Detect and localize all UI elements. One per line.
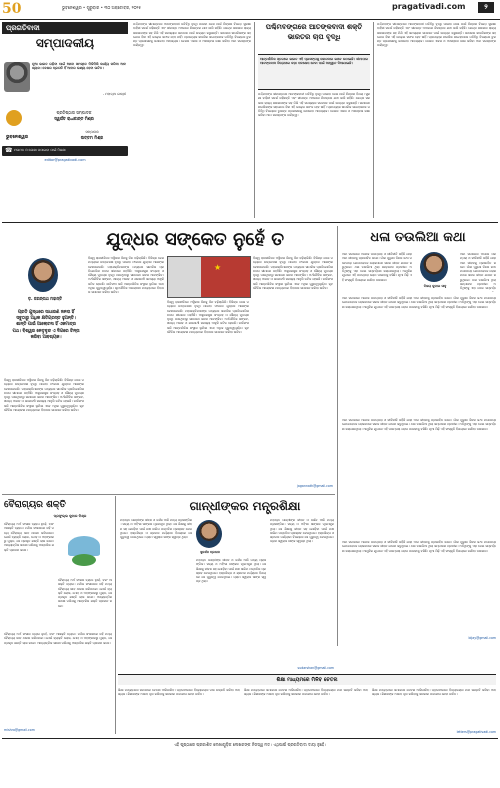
bottom-divider xyxy=(115,496,116,734)
bottom-center-headline: ଗାନ୍ଧୀଙ୍କର ମନ୍ତ୍ରଶିକ୍ଷା xyxy=(189,499,301,513)
editorial-headline-line1: ପଶ୍ଚିମବଙ୍ଗରେ ଆତଙ୍କବାଦୀ ଶକ୍ତି xyxy=(265,23,363,31)
col-divider-2 xyxy=(373,22,374,218)
masthead-rule xyxy=(0,19,500,20)
bottom-left-author: ପ୍ରଫୁଲ୍ଲ କୁମାର ମିଶ୍ର xyxy=(53,514,87,518)
feature-headline: ଯୁଦ୍ଧର ସଙ୍କେତ ନୁହେଁ ତ xyxy=(105,229,285,250)
column-right-headline: ଧଳା ତଉଲିଆ କଥା xyxy=(370,230,466,245)
letters-col-2: ଶିକ୍ଷା ମାଧ୍ୟମରେ ସମାଜରେ ଚେତନା ଆସିପାରିବ। ଗ୍ରାମାଞ୍ଚଳରେ ବିଦ୍ୟାଳୟର ମାନ ଉନ୍ନତି କରିବା ଆବଶ୍ୟକ। ଶିକ୍ଷକଙ୍କ ଅଭାବ ଦୂର କରିବାକୁ ସରକାର ପଦକ୍ଷେପ ନେବା ଉଚିତ। xyxy=(244,688,368,697)
anniversary-logo: 50 xyxy=(2,1,22,17)
editorial-col-2: ପଶ୍ଚିମବଙ୍ଗ ସୀମାନ୍ତରେ ଆତଙ୍କବାଦୀ ଗତିବିଧି ବୃଦ୍ଧି ପାଇବା ଦେଶ ପାଇଁ ଚିନ୍ତାର ବିଷୟ। ସୁରକ୍ଷା ବାହିନୀ ସତର୍କ ରହିଛନ୍ତି ଏବଂ ସୀମାନ୍ତ ଅଞ୍ଚଳରେ ନିରନ୍ତର ଯାଞ୍ଚ ଜାରି ରହିଛି। କେନ୍ଦ୍ର ସରକାର ରାଜ୍ୟ ସରକାରଙ୍କ ସହ ମିଶି ଏହି ସମସ୍ୟାର ସମାଧାନ ପାଇଁ ଉଦ୍ୟମ କରୁଛନ୍ତି। ସାଧାରଣ ନାଗରିକଙ୍କ ସହଯୋଗ ବିନା ଏହି ଲଢ଼େଇ ସଫଳ ହେବ ନାହିଁ। ପ୍ରତ୍ୟେକ ନାଗରିକ ସନ୍ଦେହଜନକ ଗତିବିଧି ବିଷୟରେ ତୁରନ୍ତ ପ୍ରଶାସନକୁ ଜଣାଇବା ଆବଶ୍ୟକ। ଦେଶର ଏକତା ଓ ଅଖଣ୍ଡତା ରକ୍ଷା କରିବା ଆମ ସମସ୍ତଙ୍କ ଦାୟିତ୍ୱ। xyxy=(258,92,370,118)
editorial-highlight xyxy=(258,54,370,90)
feature-col-4: ବିଶ୍ୱ ରାଜନୀତିରେ ଅସ୍ଥିରତା ଦିନକୁ ଦିନ ବଢ଼ିଚାଲିଛି। ବିଭିନ୍ନ ଦେଶ ମଧ୍ୟରେ ଉତ୍ତେଜନା ବୃଦ୍ଧି ପାଇବା ଫଳରେ ଯୁଦ୍ଧର ଆଶଙ୍କା ଦେଖାଦେଇଛି। ମହାଶକ୍ତିମାନଙ୍କ ମଧ୍ୟରେ ସାମରିକ ପ୍ରତିଯୋଗିତା ଚରମ ସୀମାରେ ପହଞ୍ଚିଛି। ଅସ୍ତ୍ରଶସ୍ତ୍ର ସଂଗ୍ରହ ଓ ସୈନ୍ୟ ମୁତୟନ ବୃଦ୍ଧି ପାଉଥିବାରୁ ସାଧାରଣ ଜନତା ଆତଙ୍କିତ। ଅର୍ଥନୈତିକ ସଙ୍କଟ, ଖାଦ୍ୟ ଅଭାବ ଓ ଶରଣାର୍ଥୀ ସମସ୍ୟା ଆହୁରି ଜଟିଳ ହେଉଛି। ଜାତିସଂଘ ଭଳି ଆନ୍ତର୍ଜାତିକ ସଂସ୍ଥାର ଭୂମିକା ଏବେ ଅଧିକ ଗୁରୁତ୍ୱପୂର୍ଣ୍ଣ। କୂଟନୈତିକ ଆଲୋଚନା ମାଧ୍ୟମରେ ବିବାଦର ସମାଧାନ କରିବା ଉଚିତ। xyxy=(253,256,333,291)
bottom-center-body-3: ମହାତ୍ମା ଗାନ୍ଧୀଙ୍କ ଜୀବନ ଓ ଦର୍ଶନ ଆଜି ମଧ୍ୟ ପ୍ରାସଙ୍ଗିକ। ସତ୍ୟ ଓ ଅହିଂସା ତାଙ୍କର ମୂଳମନ୍ତ୍ର ଥିଲା। ସେ ଶିକ୍ଷାକୁ ଜୀବନ ସହ ଯୋଡ଼ିବା ପାଇଁ ନଈ ତାଲିମ ପଦ୍ଧତିର ପ୍ରସ୍ତାବ ଦେଇଥିଲେ। ହସ୍ତଶିଳ୍ପ ଓ ଶ୍ରମର ମର୍ଯ୍ୟାଦା ବିଷୟରେ ସେ ଗୁରୁତ୍ୱ ଦେଇଥିଲେ। ଗ୍ରାମ ସ୍ୱରାଜ ତାଙ୍କ ସ୍ୱପ୍ନ ଥିଲା। xyxy=(270,518,334,544)
column-right-body-2: ଆମ ସମାଜରେ ଅନେକ ପରମ୍ପରା ଓ ରୀତିନୀତି ରହିଛି ଯାହା ଆମ ଜୀବନକୁ ପ୍ରଭାବିତ କରେ। ଗାଁର ପୁରୁଣା ଦିନର କଥା ମନେପଡ଼େ ଯେତେବେଳେ ଲୋକମାନେ ସରଳ ଜୀବନ ଯାପନ କରୁଥିଲେ। ଧଳା ତଉଲିଆ ଥିଲା ସମ୍ମାନର ପ୍ରତୀକ। ଅତିଥିଙ୍କୁ ଏହା ଦେଇ ସମ୍ବର୍ଦ୍ଧନା କରାଯାଉଥିଲା। ଆଧୁନିକ ଯୁଗରେ ଏହି ପରମ୍ପରା ଲୋପ ପାଇବାକୁ ବସିଛି। ନୂଆ ପିଢ଼ି ଏହି ସଂସ୍କୃତି ବିଷୟରେ ଜାଣିବା ଦରକାର। xyxy=(342,418,496,431)
founder-line: ପ୍ରତିଷ୍ଠାତା ସମ୍ପାଦକ xyxy=(56,110,92,115)
footer-text: ଏହି ପୃଷ୍ଠାରେ ପ୍ରକାଶିତ ଲେଖାଗୁଡ଼ିକ ଲେଖକଙ୍କ ନିଜସ୍ୱ ମତ। ଏଥିପାଇଁ ପ୍ରଗତିବାଦୀ ଦାୟୀ ନୁହେଁ। xyxy=(174,742,326,747)
leaf-icon xyxy=(72,554,96,566)
column-right-intro-2: ଆମ ସମାଜରେ ଅନେକ ପରମ୍ପରା ଓ ରୀତିନୀତି ରହିଛି ଯାହା ଆମ ଜୀବନକୁ ପ୍ରଭାବିତ କରେ। ଗାଁର ପୁରୁଣା ଦିନର କଥା ମନେପଡ଼େ ଯେତେବେଳେ ଲୋକମାନେ ସରଳ ଜୀବନ ଯାପନ କରୁଥିଲେ। ଧଳା ତଉଲିଆ ଥିଲା ସମ୍ମାନର ପ୍ରତୀକ। ଅତିଥିଙ୍କୁ ଏହା ଦେଇ ସମ୍ବର୍ଦ୍ଧ xyxy=(460,252,496,291)
right-col-divider xyxy=(337,226,338,646)
masthead xyxy=(0,0,500,18)
bottom-center-body-1: ମହାତ୍ମା ଗାନ୍ଧୀଙ୍କ ଜୀବନ ଓ ଦର୍ଶନ ଆଜି ମଧ୍ୟ ପ୍ରାସଙ୍ଗିକ। ସତ୍ୟ ଓ ଅହିଂସା ତାଙ୍କର ମୂଳମନ୍ତ୍ର ଥିଲା। ସେ ଶିକ୍ଷାକୁ ଜୀବନ ସହ ଯୋଡ଼ିବା ପାଇଁ ନଈ ତାଲିମ ପଦ୍ଧତିର ପ୍ରସ୍ତାବ ଦେଇଥିଲେ। ହସ୍ତଶିଳ୍ପ ଓ ଶ୍ରମର ମର୍ଯ୍ୟାଦା ବିଷୟରେ ସେ ଗୁରୁତ୍ୱ ଦେଇଥିଲେ। ଗ୍ରାମ ସ୍ୱରାଜ ତାଙ୍କ ସ୍ୱପ୍ନ ଥିଲା। xyxy=(120,518,192,540)
col-divider xyxy=(254,22,255,218)
column-right-author-photo xyxy=(420,252,448,282)
letters-headline: ଶିକ୍ଷା ମାଧ୍ୟମରେ ମିଳିବ ଚେତନା xyxy=(276,677,338,683)
bottom-center-author-photo xyxy=(196,520,222,548)
sidebar xyxy=(2,22,128,220)
editorial-headline xyxy=(258,22,370,52)
editorial-col-1: ପଶ୍ଚିମବଙ୍ଗ ସୀମାନ୍ତରେ ଆତଙ୍କବାଦୀ ଗତିବିଧି ବୃଦ୍ଧି ପାଇବା ଦେଶ ପାଇଁ ଚିନ୍ତାର ବିଷୟ। ସୁରକ୍ଷା ବାହିନୀ ସତର୍କ ରହିଛନ୍ତି ଏବଂ ସୀମାନ୍ତ ଅଞ୍ଚଳରେ ନିରନ୍ତର ଯାଞ୍ଚ ଜାରି ରହିଛି। କେନ୍ଦ୍ର ସରକାର ରାଜ୍ୟ ସରକାରଙ୍କ ସହ ମିଶି ଏହି ସମସ୍ୟାର ସମାଧାନ ପାଇଁ ଉଦ୍ୟମ କରୁଛନ୍ତି। ସାଧାରଣ ନାଗରିକଙ୍କ ସହଯୋଗ ବିନା ଏହି ଲଢ଼େଇ ସଫଳ ହେବ ନାହିଁ। ପ୍ରତ୍ୟେକ ନାଗରିକ ସନ୍ଦେହଜନକ ଗତିବିଧି ବିଷୟରେ ତୁରନ୍ତ ପ୍ରଶାସନକୁ ଜଣାଇବା ଆବଶ୍ୟକ। ଦେଶର ଏକତା ଓ ଅଖଣ୍ଡତା ରକ୍ଷା କରିବା ଆମ ସମସ୍ତଙ୍କ ଦାୟିତ୍ୱ। xyxy=(133,22,251,48)
page-number: ୨ xyxy=(478,2,494,13)
editorial-headline-line2: ଭାରତର ଚାପ ବୃଦ୍ଧି xyxy=(287,33,341,41)
bottom-left-body-1: ବୈରାଗ୍ୟ ଅର୍ଥ ସଂସାର ତ୍ୟାଗ ନୁହେଁ, ବରଂ ଆସକ୍ତି ତ୍ୟାଗ। ମଣିଷ ସଂସାରରେ ରହି ମଧ୍ୟ ବୈରାଗ୍ୟ ଭାବ ଧାରଣ କରିପାରେ। ଯେଉଁ ବ୍ୟକ୍ତି ଲୋଭ, ମୋହ ଓ ଅହଙ୍କାରରୁ ମୁକ୍ତ, ସେ ପ୍ରକୃତ ଶାନ୍ତି ଲାଭ କରେ। ଆଧ୍ୟାତ୍ମିକ ସାଧନା ମଣିଷକୁ ଆନ୍ତରିକ ଶକ୍ତି ପ୍ରଦାନ କରେ। xyxy=(4,522,54,552)
sidebar-brand: ପ୍ରଗତିବାଦୀ xyxy=(2,22,128,34)
editorial-highlight-text: ଆନ୍ତର୍ଜାତିକ ସ୍ତରରେ ଭାରତ ଏହି ପ୍ରସଙ୍ଗକୁ ଜୋରଦାର ଭାବେ ଉଠାଇଛି। ସୀମାପାର ଆତଙ୍କବାଦ ବିରୋଧରେ କଡ଼ା ପଦକ୍ଷେପ ନେବା ପାଇଁ ଆହ୍ୱାନ ଦିଆଯାଇଛି। xyxy=(260,57,368,66)
section-rule xyxy=(2,222,498,223)
feature-image-handshake xyxy=(167,256,251,298)
meditation-illustration xyxy=(58,526,110,574)
bottom-left-body-2: ବୈରାଗ୍ୟ ଅର୍ଥ ସଂସାର ତ୍ୟାଗ ନୁହେଁ, ବରଂ ଆସକ୍ତି ତ୍ୟାଗ। ମଣିଷ ସଂସାରରେ ରହି ମଧ୍ୟ ବୈରାଗ୍ୟ ଭାବ ଧାରଣ କରିପାରେ। ଯେଉଁ ବ୍ୟକ୍ତି ଲୋଭ, ମୋହ ଓ ଅହଙ୍କାରରୁ ମୁକ୍ତ, ସେ ପ୍ରକୃତ ଶାନ୍ତି ଲାଭ କରେ। ଆଧ୍ୟାତ୍ମିକ ସାଧନା ମଣିଷକୁ ଆନ୍ତରିକ ଶକ୍ତି ପ୍ରଦାନ କରେ। xyxy=(58,578,112,608)
editorial-col-3: ପଶ୍ଚିମବଙ୍ଗ ସୀମାନ୍ତରେ ଆତଙ୍କବାଦୀ ଗତିବିଧି ବୃଦ୍ଧି ପାଇବା ଦେଶ ପାଇଁ ଚିନ୍ତାର ବିଷୟ। ସୁରକ୍ଷା ବାହିନୀ ସତର୍କ ରହିଛନ୍ତି ଏବଂ ସୀମାନ୍ତ ଅଞ୍ଚଳରେ ନିରନ୍ତର ଯାଞ୍ଚ ଜାରି ରହିଛି। କେନ୍ଦ୍ର ସରକାର ରାଜ୍ୟ ସରକାରଙ୍କ ସହ ମିଶି ଏହି ସମସ୍ୟାର ସମାଧାନ ପାଇଁ ଉଦ୍ୟମ କରୁଛନ୍ତି। ସାଧାରଣ ନାଗରିକଙ୍କ ସହଯୋଗ ବିନା ଏହି ଲଢ଼େଇ ସଫଳ ହେବ ନାହିଁ। ପ୍ରତ୍ୟେକ ନାଗରିକ ସନ୍ଦେହଜନକ ଗତିବିଧି ବିଷୟରେ ତୁରନ୍ତ ପ୍ରଶାସନକୁ ଜଣାଇବା ଆବଶ୍ୟକ। ଦେଶର ଏକତା ଓ ଅଖଣ୍ଡତା ରକ୍ଷା କରିବା ଆମ ସମସ୍ତଙ୍କ ଦାୟିତ୍ୱ। xyxy=(377,22,496,48)
letters-col-1: ଶିକ୍ଷା ମାଧ୍ୟମରେ ସମାଜରେ ଚେତନା ଆସିପାରିବ। ଗ୍ରାମାଞ୍ଚଳରେ ବିଦ୍ୟାଳୟର ମାନ ଉନ୍ନତି କରିବା ଆବଶ୍ୟକ। ଶିକ୍ଷକଙ୍କ ଅଭାବ ଦୂର କରିବାକୁ ସରକାର ପଦକ୍ଷେପ ନେବା ଉଚିତ। xyxy=(118,688,240,697)
lotus-icon xyxy=(68,536,100,556)
feature-pullquote: ପ୍ରତି ଯୁଦ୍ଧରେ ସାଧାରଣ ଜନତା ହିଁ ସବୁଠାରୁ ଅଧିକ କ୍ଷତିଗ୍ରସ୍ତ ହୁଅନ୍ତି। ଶାନ୍ତି ପାଇଁ ଆଲୋଚନା ହିଁ ଏକମାତ୍ର ପଥ। ବିଶ୍ୱର ନେତୃବୃନ୍ଦ ଏ ଦିଗରେ ଚିନ୍ତା କରିବା ଆବଶ୍ୟକ। xyxy=(12,310,80,340)
column-right-body-3: ଆମ ସମାଜରେ ଅନେକ ପରମ୍ପରା ଓ ରୀତିନୀତି ରହିଛି ଯାହା ଆମ ଜୀବନକୁ ପ୍ରଭାବିତ କରେ। ଗାଁର ପୁରୁଣା ଦିନର କଥା ମନେପଡ଼େ ଯେତେବେଳେ ଲୋକମାନେ ସରଳ ଜୀବନ ଯାପନ କରୁଥିଲେ। ଧଳା ତଉଲିଆ ଥିଲା ସମ୍ମାନର ପ୍ରତୀକ। ଅତିଥିଙ୍କୁ ଏହା ଦେଇ ସମ୍ବର୍ଦ୍ଧନା କରାଯାଉଥିଲା। ଆଧୁନିକ ଯୁଗରେ ଏହି ପରମ୍ପରା ଲୋପ ପାଇବାକୁ ବସିଛି। ନୂଆ ପିଢ଼ି ଏହି ସଂସ୍କୃତି ବିଷୟରେ ଜାଣିବା ଦରକାର। xyxy=(342,540,496,553)
phone-icon: ☎ xyxy=(5,147,13,154)
feature-col-2: ବିଶ୍ୱ ରାଜନୀତିରେ ଅସ୍ଥିରତା ଦିନକୁ ଦିନ ବଢ଼ିଚାଲିଛି। ବିଭିନ୍ନ ଦେଶ ମଧ୍ୟରେ ଉତ୍ତେଜନା ବୃଦ୍ଧି ପାଇବା ଫଳରେ ଯୁଦ୍ଧର ଆଶଙ୍କା ଦେଖାଦେଇଛି। ମହାଶକ୍ତିମାନଙ୍କ ମଧ୍ୟରେ ସାମରିକ ପ୍ରତିଯୋଗିତା ଚରମ ସୀମାରେ ପହଞ୍ଚିଛି। ଅସ୍ତ୍ରଶସ୍ତ୍ର ସଂଗ୍ରହ ଓ ସୈନ୍ୟ ମୁତୟନ ବୃଦ୍ଧି ପାଉଥିବାରୁ ସାଧାରଣ ଜନତା ଆତଙ୍କିତ। ଅର୍ଥନୈତିକ ସଙ୍କଟ, ଖାଦ୍ୟ ଅଭାବ ଓ ଶରଣାର୍ଥୀ ସମସ୍ୟା ଆହୁରି ଜଟିଳ ହେଉଛି। ଜାତିସଂଘ ଭଳି ଆନ୍ତର୍ଜାତିକ ସଂସ୍ଥାର ଭୂମିକା ଏବେ ଅଧିକ ଗୁରୁତ୍ୱପୂର୍ଣ୍ଣ। କୂଟନୈତିକ ଆଲୋଚନା ମାଧ୍ୟମରେ ବିବାଦର ସମାଧାନ କରିବା ଉଚିତ। xyxy=(88,256,164,295)
gandhi-quote-author: - ମହାତ୍ମା ଗାନ୍ଧୀ xyxy=(102,92,126,96)
editor-name: ଉତ୍ତମ ମିଶ୍ର xyxy=(80,135,104,140)
bottom-left-email[interactable]: mishra@gmail.com xyxy=(4,728,35,732)
feature-col-3: ବିଶ୍ୱ ରାଜନୀତିରେ ଅସ୍ଥିରତା ଦିନକୁ ଦିନ ବଢ଼ିଚାଲିଛି। ବିଭିନ୍ନ ଦେଶ ମଧ୍ୟରେ ଉତ୍ତେଜନା ବୃଦ୍ଧି ପାଇବା ଫଳରେ ଯୁଦ୍ଧର ଆଶଙ୍କା ଦେଖାଦେଇଛି। ମହାଶକ୍ତିମାନଙ୍କ ମଧ୍ୟରେ ସାମରିକ ପ୍ରତିଯୋଗିତା ଚରମ ସୀମାରେ ପହଞ୍ଚିଛି। ଅସ୍ତ୍ରଶସ୍ତ୍ର ସଂଗ୍ରହ ଓ ସୈନ୍ୟ ମୁତୟନ ବୃଦ୍ଧି ପାଉଥିବାରୁ ସାଧାରଣ ଜନତା ଆତଙ୍କିତ। ଅର୍ଥନୈତିକ ସଙ୍କଟ, ଖାଦ୍ୟ ଅଭାବ ଓ ଶରଣାର୍ଥୀ ସମସ୍ୟା ଆହୁରି ଜଟିଳ ହେଉଛି। ଜାତିସଂଘ ଭଳି ଆନ୍ତର୍ଜାତିକ ସଂସ୍ଥାର ଭୂମିକା ଏବେ ଅଧିକ ଗୁରୁତ୍ୱପୂର୍ଣ୍ଣ। କୂଟନୈତିକ ଆଲୋଚନା ମାଧ୍ୟମରେ ବିବାଦର ସମାଧାନ କରିବା ଉଚିତ। xyxy=(167,300,249,335)
feature-col-1: ବିଶ୍ୱ ରାଜନୀତିରେ ଅସ୍ଥିରତା ଦିନକୁ ଦିନ ବଢ଼ିଚାଲିଛି। ବିଭିନ୍ନ ଦେଶ ମଧ୍ୟରେ ଉତ୍ତେଜନା ବୃଦ୍ଧି ପାଇବା ଫଳରେ ଯୁଦ୍ଧର ଆଶଙ୍କା ଦେଖାଦେଇଛି। ମହାଶକ୍ତିମାନଙ୍କ ମଧ୍ୟରେ ସାମରିକ ପ୍ରତିଯୋଗିତା ଚରମ ସୀମାରେ ପହଞ୍ଚିଛି। ଅସ୍ତ୍ରଶସ୍ତ୍ର ସଂଗ୍ରହ ଓ ସୈନ୍ୟ ମୁତୟନ ବୃଦ୍ଧି ପାଉଥିବାରୁ ସାଧାରଣ ଜନତା ଆତଙ୍କିତ। ଅର୍ଥନୈତିକ ସଙ୍କଟ, ଖାଦ୍ୟ ଅଭାବ ଓ ଶରଣାର୍ଥୀ ସମସ୍ୟା ଆହୁରି ଜଟିଳ ହେଉଛି। ଜାତିସଂଘ ଭଳି ଆନ୍ତର୍ଜାତିକ ସଂସ୍ଥାର ଭୂମିକା ଏବେ ଅଧିକ ଗୁରୁତ୍ୱପୂର୍ଣ୍ଣ। କୂଟନୈତିକ ଆଲୋଚନା ମାଧ୍ୟମରେ ବିବାଦର ସମାଧାନ କରିବା ଉଚିତ। xyxy=(4,378,84,413)
bottom-left-body-3: ବୈରାଗ୍ୟ ଅର୍ଥ ସଂସାର ତ୍ୟାଗ ନୁହେଁ, ବରଂ ଆସକ୍ତି ତ୍ୟାଗ। ମଣିଷ ସଂସାରରେ ରହି ମଧ୍ୟ ବୈରାଗ୍ୟ ଭାବ ଧାରଣ କରିପାରେ। ଯେଉଁ ବ୍ୟକ୍ତି ଲୋଭ, ମୋହ ଓ ଅହଙ୍କାରରୁ ମୁକ୍ତ, ସେ ପ୍ରକୃତ ଶାନ୍ତି ଲାଭ କରେ। ଆଧ୍ୟାତ୍ମିକ ସାଧନା ମଣିଷକୁ ଆନ୍ତରିକ ଶକ୍ତି ପ୍ରଦାନ କରେ। xyxy=(4,632,112,645)
feature-email[interactable]: jagannath@gmail.com xyxy=(297,484,333,488)
contact-text: ମତାମତ ଓ ଲେଖା ପଠାଇବା ପାଇଁ ଠିକଣା xyxy=(14,148,66,152)
feature-author: ଡ଼. ଜଗନ୍ନାଥ ମହାନ୍ତି xyxy=(28,296,62,301)
dateline: ଭୁବନେଶ୍ୱର • ଗୁରୁବାର • ୩୦ ଅକ୍ଟୋବର, ୨୦୨୫ xyxy=(62,5,142,10)
lower-rule xyxy=(2,494,335,495)
gandhi-quote: ନୂଆ ଭାରତ ଗଢ଼ିବା ପାଇଁ ଆମେ ସମସ୍ତେ ମିଳିମିଶି କାର୍ଯ୍ୟ କରିବା ଆବଶ୍ୟକ। ଦେଶର ପ୍ରଗତି ହିଁ ଆମର ଲକ୍ଷ୍ୟ ହେବା ଉଚିତ। xyxy=(32,62,126,71)
website[interactable]: pragativadi.com xyxy=(392,2,466,11)
footer-rule xyxy=(2,738,498,739)
editor-label: ସମ୍ପାଦକ xyxy=(85,130,99,134)
letters-col-3: ଶିକ୍ଷା ମାଧ୍ୟମରେ ସମାଜରେ ଚେତନା ଆସିପାରିବ। ଗ୍ରାମାଞ୍ଚଳରେ ବିଦ୍ୟାଳୟର ମାନ ଉନ୍ନତି କରିବା ଆବଶ୍ୟକ। ଶିକ୍ଷକଙ୍କ ଅଭାବ ଦୂର କରିବାକୁ ସରକାର ପଦକ୍ଷେପ ନେବା ଉଚିତ। xyxy=(372,688,496,697)
bottom-center-author: ସୁଦର୍ଶନ ପ୍ରଧାନ xyxy=(200,550,220,554)
letters-email[interactable]: letters@pragativadi.com xyxy=(456,730,496,734)
letters-headline-bar xyxy=(118,674,496,685)
section-title: ସମ୍ପାଦକୀୟ xyxy=(35,36,95,50)
contact-email[interactable]: editor@pragativadi.com xyxy=(44,158,86,162)
column-right-email[interactable]: bijay@gmail.com xyxy=(468,636,496,640)
bottom-left-headline: ବୈରାଗ୍ୟର ଶକ୍ତି xyxy=(4,500,66,510)
contact-bar xyxy=(2,146,128,156)
bottom-center-email[interactable]: sudarshan@gmail.com xyxy=(297,666,334,670)
column-right-intro: ଆମ ସମାଜରେ ଅନେକ ପରମ୍ପରା ଓ ରୀତିନୀତି ରହିଛି ଯାହା ଆମ ଜୀବନକୁ ପ୍ରଭାବିତ କରେ। ଗାଁର ପୁରୁଣା ଦିନର କଥା ମନେପଡ଼େ ଯେତେବେଳେ ଲୋକମାନେ ସରଳ ଜୀବନ ଯାପନ କରୁଥିଲେ। ଧଳା ତଉଲିଆ ଥିଲା ସମ୍ମାନର ପ୍ରତୀକ। ଅତିଥିଙ୍କୁ ଏହା ଦେଇ ସମ୍ବର୍ଦ୍ଧନା କରାଯାଉଥିଲା। ଆଧୁନିକ ଯୁଗରେ ଏହି ପରମ୍ପରା ଲୋପ ପାଇବାକୁ ବସିଛି। ନୂଆ ପିଢ଼ି ଏହି ସଂସ୍କୃତି ବିଷୟରେ ଜାଣିବା ଦରକାର। xyxy=(342,252,412,282)
china-flag-stars-icon: ★ xyxy=(214,263,222,272)
column-right-author: ବିଜୟ କୁମାର ସାହୁ xyxy=(423,284,447,288)
founder-name: ସ୍ୱର୍ଗତ ରାଧାକାନ୍ତ ମିଶ୍ର xyxy=(54,116,94,121)
accent-icon xyxy=(6,110,22,126)
column-right-body-1: ଆମ ସମାଜରେ ଅନେକ ପରମ୍ପରା ଓ ରୀତିନୀତି ରହିଛି ଯାହା ଆମ ଜୀବନକୁ ପ୍ରଭାବିତ କରେ। ଗାଁର ପୁରୁଣା ଦିନର କଥା ମନେପଡ଼େ ଯେତେବେଳେ ଲୋକମାନେ ସରଳ ଜୀବନ ଯାପନ କରୁଥିଲେ। ଧଳା ତଉଲିଆ ଥିଲା ସମ୍ମାନର ପ୍ରତୀକ। ଅତିଥିଙ୍କୁ ଏହା ଦେଇ ସମ୍ବର୍ଦ୍ଧନା କରାଯାଉଥିଲା। ଆଧୁନିକ ଯୁଗରେ ଏହି ପରମ୍ପରା ଲୋପ ପାଇବାକୁ ବସିଛି। ନୂଆ ପିଢ଼ି ଏହି ସଂସ୍କୃତି ବିଷୟରେ ଜାଣିବା ଦରକାର। xyxy=(342,296,496,309)
feature-author-photo xyxy=(28,258,58,292)
bottom-center-body-2: ମହାତ୍ମା ଗାନ୍ଧୀଙ୍କ ଜୀବନ ଓ ଦର୍ଶନ ଆଜି ମଧ୍ୟ ପ୍ରାସଙ୍ଗିକ। ସତ୍ୟ ଓ ଅହିଂସା ତାଙ୍କର ମୂଳମନ୍ତ୍ର ଥିଲା। ସେ ଶିକ୍ଷାକୁ ଜୀବନ ସହ ଯୋଡ଼ିବା ପାଇଁ ନଈ ତାଲିମ ପଦ୍ଧତିର ପ୍ରସ୍ତାବ ଦେଇଥିଲେ। ହସ୍ତଶିଳ୍ପ ଓ ଶ୍ରମର ମର୍ଯ୍ୟାଦା ବିଷୟରେ ସେ ଗୁରୁତ୍ୱ ଦେଇଥିଲେ। ଗ୍ରାମ ସ୍ୱରାଜ ତାଙ୍କ ସ୍ୱପ୍ନ ଥିଲା। xyxy=(196,558,266,584)
gandhi-portrait xyxy=(4,62,30,92)
place: ଭୁବନେଶ୍ୱର xyxy=(6,135,29,140)
